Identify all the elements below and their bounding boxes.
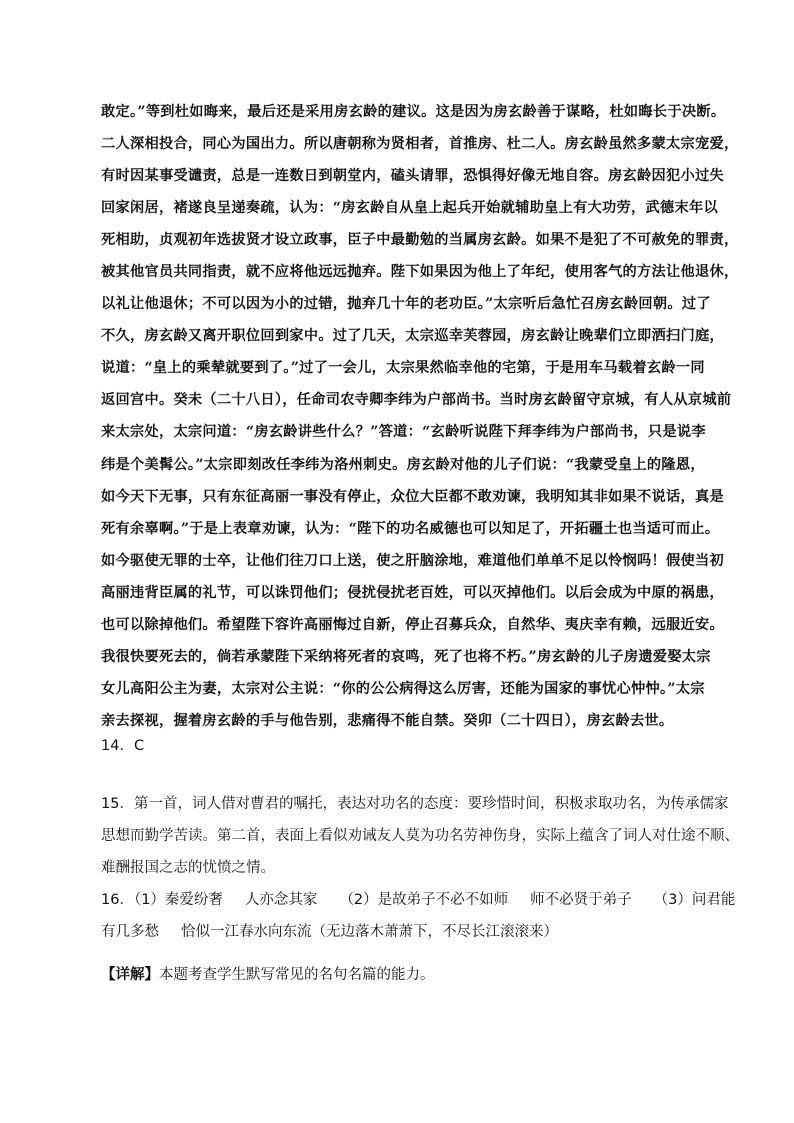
detail-label: 【详解】 (101, 967, 159, 983)
passage-line: 纬是个美髯公。”太宗即刻改任李纬为洛州刺史。房玄龄对他的儿子们说：“我蒙受皇上的隆恩， (101, 456, 705, 473)
passage-line: 死相助，贞观初年选拔贤才设立政事，臣子中最勤勉的当属房玄龄。如果不是犯了不可赦免的罪责， (101, 232, 739, 249)
answer-16-part: 人亦念其家 (244, 892, 318, 908)
detail-explanation (101, 959, 701, 991)
passage-line: 有时因某事受谴责，总是一连数日到朝堂内，磕头请罪，恐惧得好像无地自容。房玄龄因犯小过失 (101, 168, 724, 185)
passage-line: 敢定。”等到杜如晦来，最后还是采用房玄龄的建议。这是因为房玄龄善于谋略，杜如晦长于决断。 (101, 104, 726, 120)
passage-line: 被其他官员共同指责，就不应将他远远抛弃。陛下如果因为他上了年纪，使用客气的方法让他退休， (101, 264, 739, 281)
answer-15-line: 15．第一首，词人借对曹君的嘱托，表达对功名的态度：要珍惜时间，积极求取功名，为传承儒家 (101, 796, 729, 812)
answer-14-text: 14．C (101, 738, 145, 754)
answer-16-part: 有几多愁 (101, 924, 159, 940)
answer-15-line: 思想而勤学苦读。第二首，表面上看似劝诫友人莫为功名劳神伤身，实际上蕴含了词人对仕途不顺、 (101, 828, 739, 844)
answer-16-part: 16．（1）秦爱纷奢 (101, 892, 223, 908)
passage-line: 死有余辜啊。”于是上表章劝谏，认为：“陛下的功名威德也可以知足了，开拓疆土也当适可而止。 (101, 520, 720, 537)
passage-line: 说道：“皇上的乘辇就要到了。”过了一会儿，太宗果然临幸他的宅第，于是用车马载着玄龄一同 (101, 360, 705, 377)
passage-line: 返回宫中。癸未（二十八日），任命司农寺卿李纬为户部尚书。当时房玄龄留守京城，有人从京城前 (101, 392, 732, 409)
answer-16-part: 师不必贤于弟子 (530, 892, 632, 908)
passage-line: 如今驱使无罪的士卒，让他们往刀口上送，使之肝脑涂地，难道他们单单不足以怜悯吗！假使当初 (101, 552, 724, 569)
answer-16-line-1 (101, 884, 736, 916)
passage-line: 以礼让他退休；不可以因为小的过错，抛弃几十年的老功臣。”太宗听后急忙召房玄龄回朝。过了 (101, 296, 711, 313)
passage-line: 回家闲居，褚遂良呈递奏疏，认为：“房玄龄自从皇上起兵开始就辅助皇上有大功劳，武德末年以 (101, 200, 718, 217)
passage-line: 也可以除掉他们。希望陛下容许高丽悔过自新，停止召募兵众，自然华、夷庆幸有赖，远服近安。 (101, 616, 724, 633)
answer-16-part: 恰似一江春水向东流（无边落木萧萧下，不尽长江滚滚来） (181, 924, 558, 940)
translation-passage (101, 96, 739, 737)
passage-line: 二人深相投合，同心为国出力。所以唐朝称为贤相者，首推房、杜二人。房玄龄虽然多蒙太宗宠爱， (101, 136, 739, 153)
answer-15 (101, 788, 739, 884)
passage-line: 不久，房玄龄又离开职位回到家中。过了几天，太宗巡幸芙蓉园，房玄龄让晚辈们立即洒扫门庭， (101, 328, 724, 345)
passage-line: 我很快要死去的，倘若承蒙陛下采纳将死者的哀鸣，死了也将不朽。”房玄龄的儿子房遗爱娶太宗 (101, 648, 711, 665)
answer-15-line: 难酬报国之志的忧愤之情。 (101, 860, 275, 876)
answer-14 (101, 730, 701, 762)
detail-text: 本题考查学生默写常见的名句名篇的能力。 (159, 967, 435, 983)
passage-line: 高丽违背臣属的礼节，可以诛罚他们；侵扰侵扰老百姓，可以灭掉他们。以后会成为中原的祸患， (101, 584, 724, 601)
passage-line: 如今天下无事，只有东征高丽一事没有停止，众位大臣都不敢劝谏，我明知其非如果不说话，真是 (101, 488, 724, 505)
answer-16-line-2 (101, 916, 701, 948)
passage-line: 女儿高阳公主为妻，太宗对公主说：“你的公公病得这么厉害，还能为国家的事忧心忡忡。”太宗 (101, 680, 705, 697)
answer-16-part: （3）问君能 (653, 892, 736, 908)
answer-16-part: （2）是故弟子不必不如师 (339, 892, 509, 908)
answer-16 (101, 884, 736, 948)
passage-line: 来太宗处，太宗问道：“房玄龄讲些什么？”答道：“玄龄听说陛下拜李纬为户部尚书，只是说李 (101, 424, 706, 441)
passage-line: 亲去探视，握着房玄龄的手与他告别，悲痛得不能自禁。癸卯（二十四日），房玄龄去世。 (101, 712, 674, 729)
